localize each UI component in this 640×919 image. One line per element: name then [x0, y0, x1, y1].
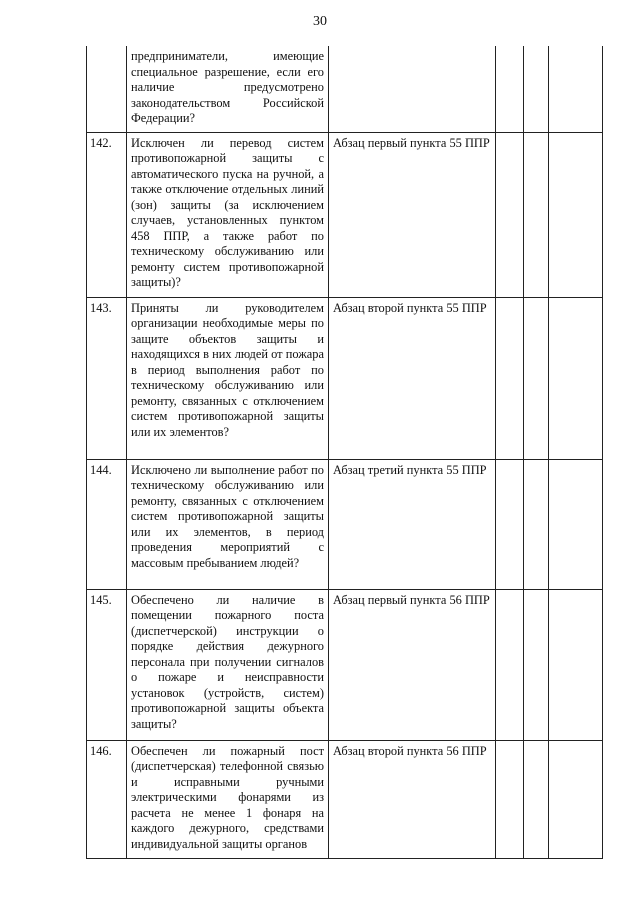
row-number: 145. [87, 589, 127, 740]
answer-yes-cell [496, 297, 524, 459]
row-reference: Абзац первый пункта 55 ППР [329, 132, 496, 297]
answer-yes-cell [496, 459, 524, 589]
answer-no-cell [524, 740, 549, 858]
row-number: 142. [87, 132, 127, 297]
answer-yes-cell [496, 46, 524, 132]
row-reference: Абзац второй пункта 55 ППР [329, 297, 496, 459]
table-row [87, 740, 603, 858]
note-cell [549, 132, 603, 297]
row-question: Исключен ли перевод систем противопожарной защиты с автоматического пуска на ручной, а также отключение отдельных линий (зон) защиты (за исключением случаев, установленных пунктом 458 ППР, а также работ по техническому обслуживанию или ремонту систем противопожарной защиты)? [127, 132, 329, 297]
table-row [87, 132, 603, 297]
answer-no-cell [524, 297, 549, 459]
row-number: 143. [87, 297, 127, 459]
answer-yes-cell [496, 740, 524, 858]
table-row [87, 46, 603, 132]
page-number: 30 [313, 14, 327, 29]
checklist-table [86, 46, 603, 859]
answer-yes-cell [496, 132, 524, 297]
answer-no-cell [524, 459, 549, 589]
table-row [87, 459, 603, 589]
row-reference: Абзац первый пункта 56 ППР [329, 589, 496, 740]
row-question: предприниматели, имеющие специальное разрешение, если его наличие предусмотрено законодательством Российской Федерации? [127, 46, 329, 132]
row-question: Обеспечен ли пожарный пост (диспетчерская) телефонной связью и исправными ручными электрическими фонарями из расчета не менее 1 фонаря на каждого дежурного, средствами индивидуальной защиты органов [127, 740, 329, 858]
answer-no-cell [524, 589, 549, 740]
row-reference: Абзац второй пункта 56 ППР [329, 740, 496, 858]
row-reference [329, 46, 496, 132]
row-number: 146. [87, 740, 127, 858]
row-question: Приняты ли руководителем организации необходимые меры по защите объектов защиты и находящихся в них людей от пожара в период выполнения работ по техническому обслуживанию или ремонту, связанных с отключением систем противопожарной защиты или их элементов? [127, 297, 329, 459]
note-cell [549, 46, 603, 132]
note-cell [549, 459, 603, 589]
row-number: 144. [87, 459, 127, 589]
row-question: Исключено ли выполнение работ по техническому обслуживанию или ремонту, связанных с отключением систем противопожарной защиты или их элементов, в период проведения мероприятий с массовым пребыванием людей? [127, 459, 329, 589]
table-row [87, 297, 603, 459]
table-row [87, 589, 603, 740]
note-cell [549, 740, 603, 858]
answer-no-cell [524, 132, 549, 297]
note-cell [549, 589, 603, 740]
note-cell [549, 297, 603, 459]
row-number [87, 46, 127, 132]
answer-no-cell [524, 46, 549, 132]
answer-yes-cell [496, 589, 524, 740]
row-reference: Абзац третий пункта 55 ППР [329, 459, 496, 589]
row-question: Обеспечено ли наличие в помещении пожарного поста (диспетчерской) инструкции о порядке действия дежурного персонала при получении сигналов о пожаре и неисправности установок (устройств, систем) противопожарной защиты объекта защиты? [127, 589, 329, 740]
